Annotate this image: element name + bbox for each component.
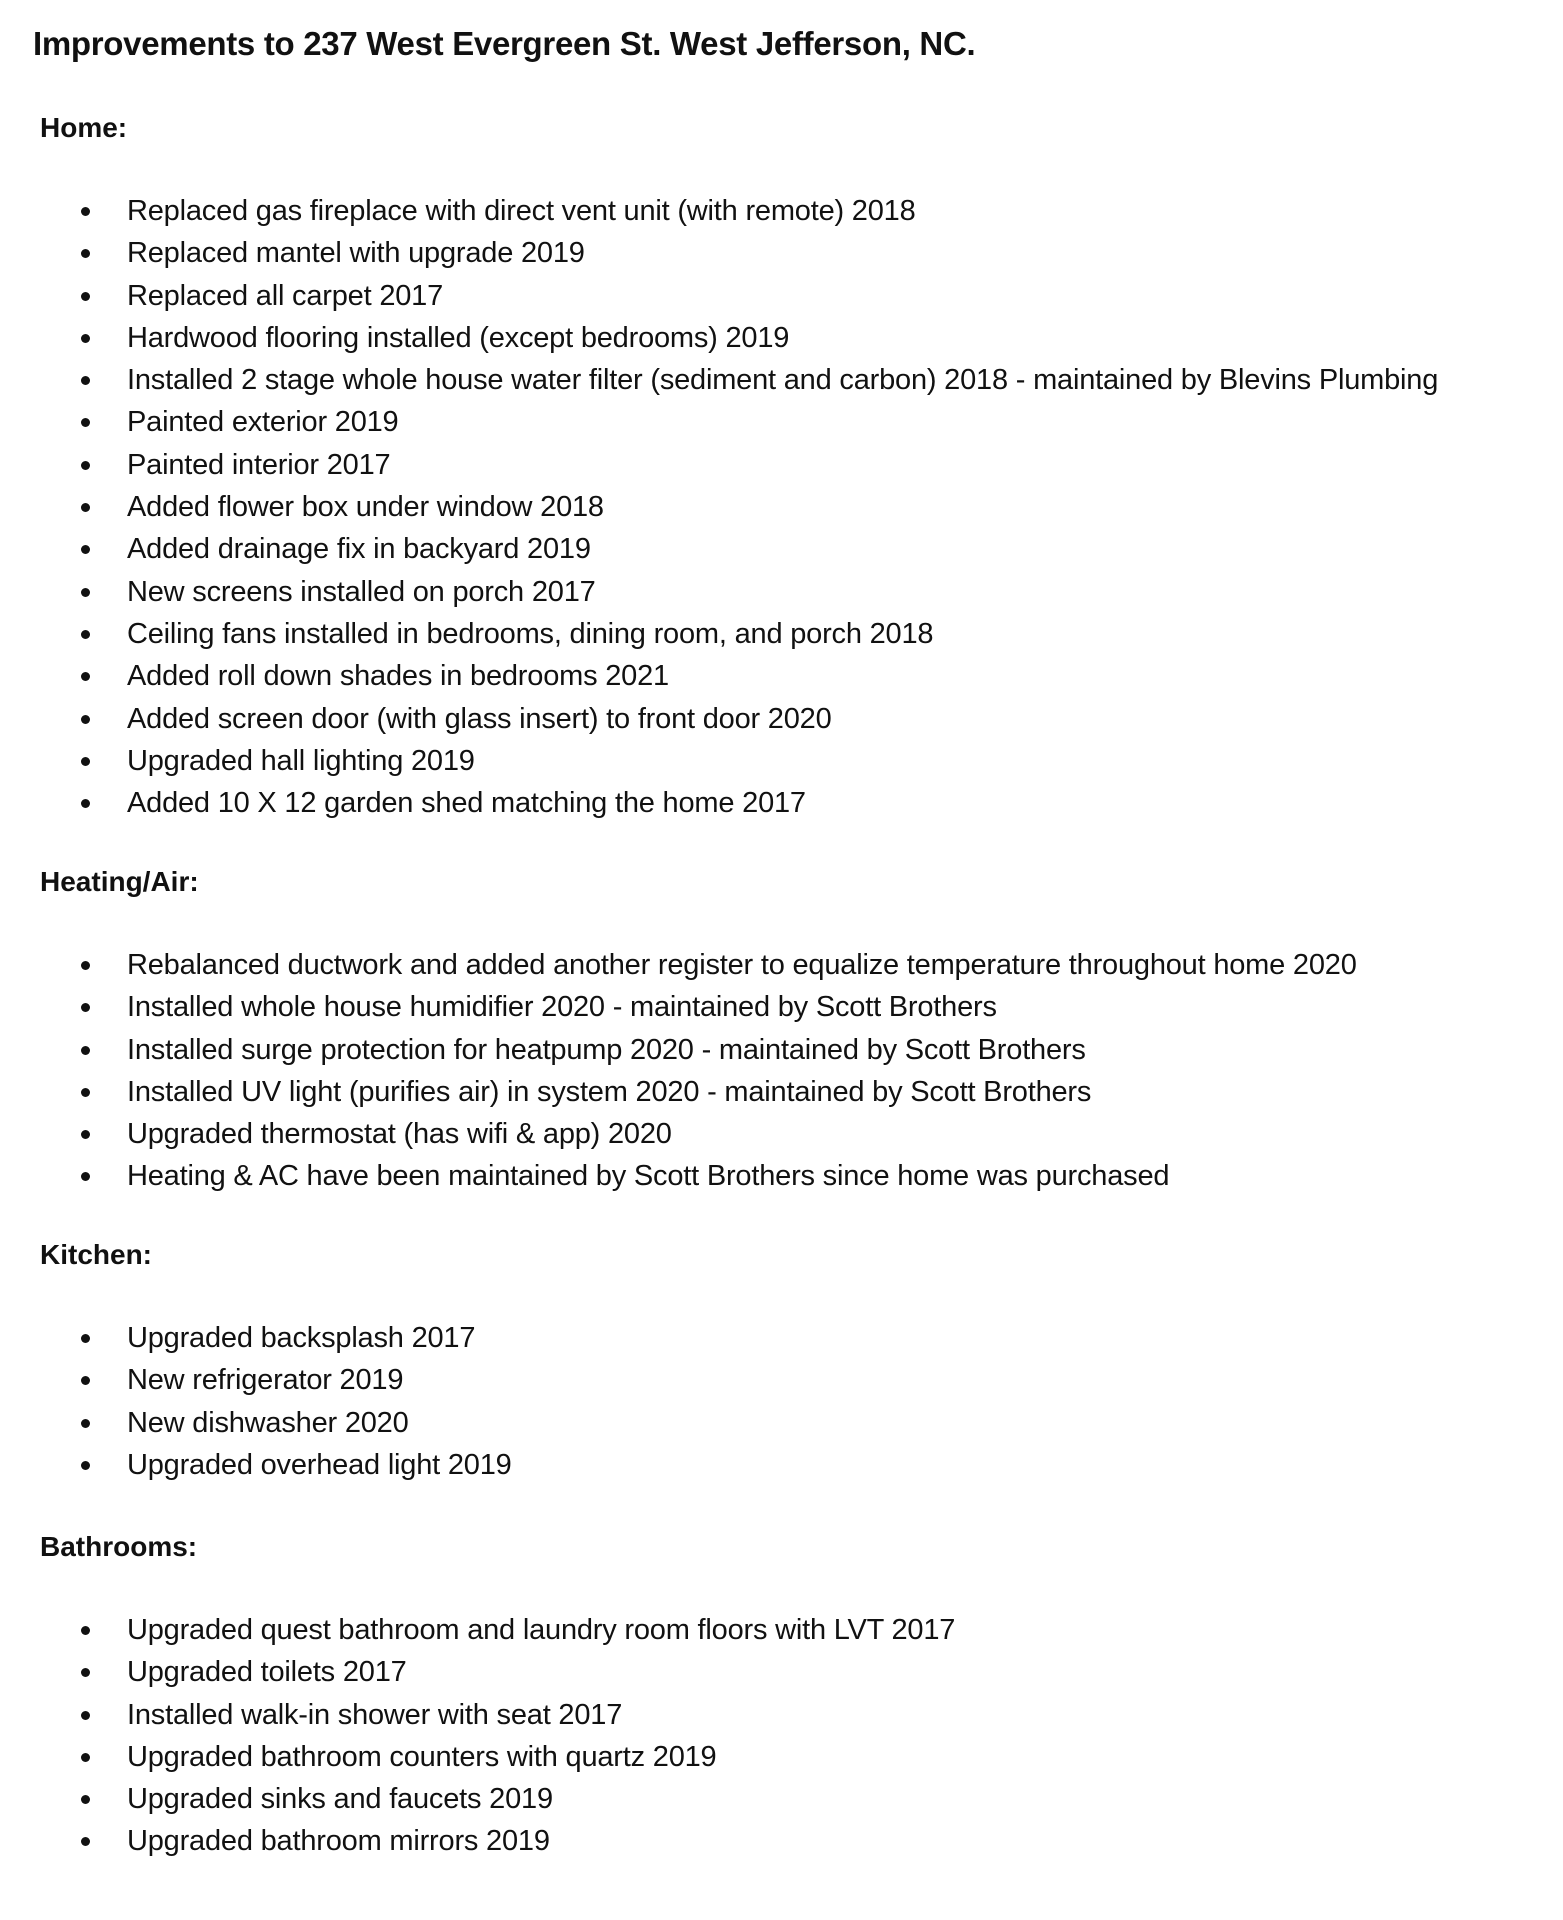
- list-item-text: Added screen door (with glass insert) to front door 2020: [127, 702, 832, 735]
- bullet-icon: [81, 1419, 90, 1428]
- bullet-icon: [81, 334, 90, 343]
- section-heading: Bathrooms:: [40, 1531, 198, 1562]
- bullet-icon: [81, 588, 90, 597]
- list-item-text: New screens installed on porch 2017: [127, 575, 596, 608]
- list-item-text: Upgraded overhead light 2019: [127, 1448, 512, 1481]
- bullet-icon: [81, 630, 90, 639]
- bullet-icon: [81, 1088, 90, 1097]
- list-item-text: Installed UV light (purifies air) in system 2020 - maintained by Scott Brothers: [127, 1075, 1092, 1108]
- list-item-text: Upgraded thermostat (has wifi & app) 2020: [127, 1118, 672, 1151]
- list-item-text: New refrigerator 2019: [127, 1364, 404, 1397]
- bullet-icon: [81, 1172, 90, 1181]
- bullet-icon: [81, 1668, 90, 1677]
- list-item-text: Upgraded bathroom counters with quartz 2019: [127, 1740, 717, 1773]
- bullet-icon: [81, 1837, 90, 1846]
- list-item-text: Replaced all carpet 2017: [127, 279, 444, 312]
- list-item-text: Upgraded backsplash 2017: [127, 1322, 476, 1354]
- list-item-text: Added roll down shades in bedrooms 2021: [127, 660, 669, 693]
- list-item-text: Installed walk-in shower with seat 2017: [127, 1698, 623, 1731]
- list-item-text: Painted exterior 2019: [127, 406, 399, 439]
- section-heading: Home:: [40, 112, 128, 143]
- list-item-text: Hardwood flooring installed (except bedrooms) 2019: [127, 321, 790, 354]
- list-item-text: Upgraded sinks and faucets 2019: [127, 1783, 553, 1816]
- bullet-icon: [81, 961, 90, 970]
- bullet-icon: [81, 249, 90, 258]
- list-item-text: Upgraded toilets 2017: [127, 1656, 407, 1689]
- list-item-text: New dishwasher 2020: [127, 1406, 409, 1439]
- list-item-text: Installed whole house humidifier 2020 - maintained by Scott Brothers: [127, 991, 997, 1024]
- bullet-icon: [81, 1461, 90, 1470]
- section-heading: Kitchen:: [40, 1239, 152, 1270]
- bullet-icon: [81, 1795, 90, 1804]
- bullet-icon: [81, 799, 90, 808]
- bullet-icon: [81, 461, 90, 470]
- bullet-icon: [81, 292, 90, 301]
- list-item-text: Added flower box under window 2018: [127, 491, 604, 524]
- list-item-text: Installed surge protection for heatpump 2020 - maintained by Scott Brothers: [127, 1033, 1086, 1066]
- list-item-text: Installed 2 stage whole house water filter (sediment and carbon) 2018 - maintained by Blevins Plumbing: [127, 364, 1439, 397]
- bullet-icon: [81, 1046, 90, 1055]
- list-item-text: Ceiling fans installed in bedrooms, dining room, and porch 2018: [127, 617, 934, 650]
- bullet-icon: [81, 1711, 90, 1720]
- section-heading: Heating/Air:: [40, 866, 199, 897]
- bullet-icon: [81, 757, 90, 766]
- list-item-text: Replaced mantel with upgrade 2019: [127, 237, 585, 270]
- bullet-icon: [81, 376, 90, 385]
- bullet-icon: [81, 1753, 90, 1762]
- list-item-text: Replaced gas fireplace with direct vent unit (with remote) 2018: [127, 195, 916, 227]
- list-item-text: Heating & AC have been maintained by Scott Brothers since home was purchased: [127, 1160, 1170, 1193]
- bullet-icon: [81, 1003, 90, 1012]
- list-item-text: Added 10 X 12 garden shed matching the home 2017: [127, 787, 806, 820]
- bullet-icon: [81, 545, 90, 554]
- bullet-icon: [81, 418, 90, 427]
- list-item-text: Painted interior 2017: [127, 448, 391, 481]
- bullet-icon: [81, 207, 90, 216]
- document-title: Improvements to 237 West Evergreen St. West Jefferson, NC.: [33, 25, 976, 62]
- bullet-icon: [81, 672, 90, 681]
- bullet-icon: [81, 503, 90, 512]
- list-item-text: Upgraded hall lighting 2019: [127, 744, 475, 777]
- bullet-icon: [81, 1130, 90, 1139]
- list-item-text: Upgraded bathroom mirrors 2019: [127, 1825, 550, 1858]
- bullet-icon: [81, 1376, 90, 1385]
- list-item-text: Rebalanced ductwork and added another register to equalize temperature throughout home 2020: [127, 949, 1357, 981]
- bullet-icon: [81, 1626, 90, 1635]
- list-item-text: Upgraded quest bathroom and laundry room floors with LVT 2017: [127, 1614, 956, 1646]
- bullet-icon: [81, 1334, 90, 1343]
- bullet-icon: [81, 715, 90, 724]
- list-item-text: Added drainage fix in backyard 2019: [127, 533, 591, 566]
